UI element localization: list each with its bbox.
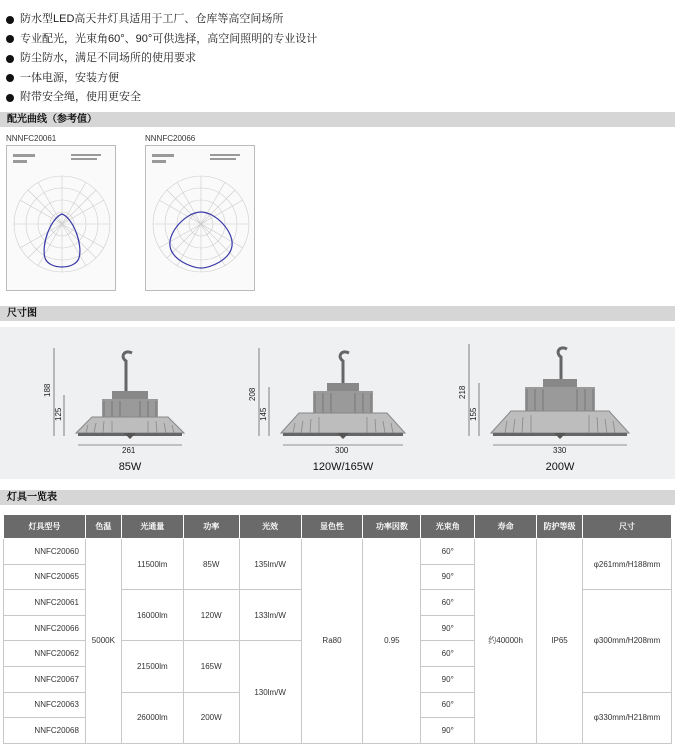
feature-item: 专业配光，光束角60°、90°可供选择，高空间照明的专业设计	[6, 30, 666, 50]
efficacy-cell: 130lm/W	[239, 641, 301, 743]
model-cell: NNFC20067	[4, 666, 86, 692]
lamp-200w-drawing	[455, 341, 640, 461]
beam-cell: 90°	[421, 718, 475, 744]
power-cell: 165W	[183, 641, 239, 692]
model-cell: NNFC20061	[4, 590, 86, 616]
bullet-icon	[6, 16, 14, 24]
beam-cell: 60°	[421, 590, 475, 616]
header-cell: 寿命	[475, 515, 537, 539]
header-cell: 防护等级	[537, 515, 583, 539]
curve-label: NNNFC20061	[6, 134, 57, 143]
power-cell: 85W	[183, 539, 239, 590]
feature-item: 一体电源，安装方便	[6, 69, 666, 89]
beam-cell: 90°	[421, 564, 475, 590]
height-label: 218	[458, 385, 467, 399]
size-cell: φ261mm/H188mm	[582, 539, 671, 590]
height-label: 208	[248, 387, 257, 401]
model-cell: NNFC20060	[4, 539, 86, 565]
efficacy-cell: 135lm/W	[239, 539, 301, 590]
feature-item: 附带安全绳，使用更安全	[6, 88, 666, 108]
cct-cell: 5000K	[85, 539, 121, 744]
feature-item: 防水型LED高天井灯具适用于工厂、仓库等高空间场所	[6, 10, 666, 30]
model-cell: NNFC20068	[4, 718, 86, 744]
light-curve-2	[145, 133, 255, 291]
header-cell: 色温	[85, 515, 121, 539]
fixture-table	[3, 514, 672, 744]
beam-cell: 60°	[421, 692, 475, 718]
header-cell: 光效	[239, 515, 301, 539]
bullet-icon	[6, 35, 14, 43]
life-cell: 约40000h	[475, 539, 537, 744]
beam-cell: 90°	[421, 615, 475, 641]
header-cell: 功率	[183, 515, 239, 539]
efficacy-cell: 133lm/W	[239, 590, 301, 641]
model-cell: NNFC20066	[4, 615, 86, 641]
width-label: 330	[553, 446, 567, 455]
polar-chart	[145, 145, 255, 291]
header-cell: 灯具型号	[4, 515, 86, 539]
light-curve-1	[6, 133, 116, 291]
flux-cell: 26000lm	[121, 692, 183, 743]
lamp-120w-drawing	[245, 345, 420, 460]
body-height-label: 125	[54, 407, 63, 421]
cri-cell: Ra80	[301, 539, 363, 744]
polar-chart	[6, 145, 116, 291]
feature-item: 防尘防水，满足不同场所的使用要求	[6, 49, 666, 69]
size-cell: φ300mm/H208mm	[582, 590, 671, 692]
model-cell: NNFC20062	[4, 641, 86, 667]
lamp-caption: 200W	[545, 461, 575, 473]
flux-cell: 11500lm	[121, 539, 183, 590]
width-label: 300	[335, 446, 349, 455]
width-label: 261	[122, 446, 136, 455]
bullet-icon	[6, 55, 14, 63]
header-cell: 光束角	[421, 515, 475, 539]
bullet-icon	[6, 74, 14, 82]
size-cell: φ330mm/H218mm	[582, 692, 671, 743]
lamp-caption: 120W/165W	[312, 461, 374, 473]
dimension-panel	[0, 327, 675, 479]
section-header-table: 灯具一览表	[0, 490, 675, 505]
bullet-icon	[6, 94, 14, 102]
power-cell: 120W	[183, 590, 239, 641]
lamp-caption: 85W	[118, 461, 142, 473]
flux-cell: 21500lm	[121, 641, 183, 692]
body-height-label: 155	[469, 407, 478, 421]
height-label: 188	[43, 383, 52, 397]
power-cell: 200W	[183, 692, 239, 743]
section-header-dimensions: 尺寸图	[0, 306, 675, 321]
table-row	[4, 539, 672, 565]
polar-diagram-icon	[146, 146, 256, 292]
header-cell: 显色性	[301, 515, 363, 539]
beam-cell: 90°	[421, 666, 475, 692]
flux-cell: 16000lm	[121, 590, 183, 641]
model-cell: NNFC20065	[4, 564, 86, 590]
polar-diagram-icon	[7, 146, 117, 292]
curve-label: NNNFC20066	[145, 134, 196, 143]
table-header-row	[4, 515, 672, 539]
feature-list	[6, 10, 666, 108]
body-height-label: 145	[259, 407, 268, 421]
header-cell: 尺寸	[582, 515, 671, 539]
header-cell: 光通量	[121, 515, 183, 539]
beam-cell: 60°	[421, 539, 475, 565]
lamp-85w-drawing	[40, 345, 200, 460]
section-header-curves: 配光曲线（参考值）	[0, 112, 675, 127]
beam-cell: 60°	[421, 641, 475, 667]
ip-cell: IP65	[537, 539, 583, 744]
header-cell: 功率因数	[363, 515, 421, 539]
model-cell: NNFC20063	[4, 692, 86, 718]
pf-cell: 0.95	[363, 539, 421, 744]
